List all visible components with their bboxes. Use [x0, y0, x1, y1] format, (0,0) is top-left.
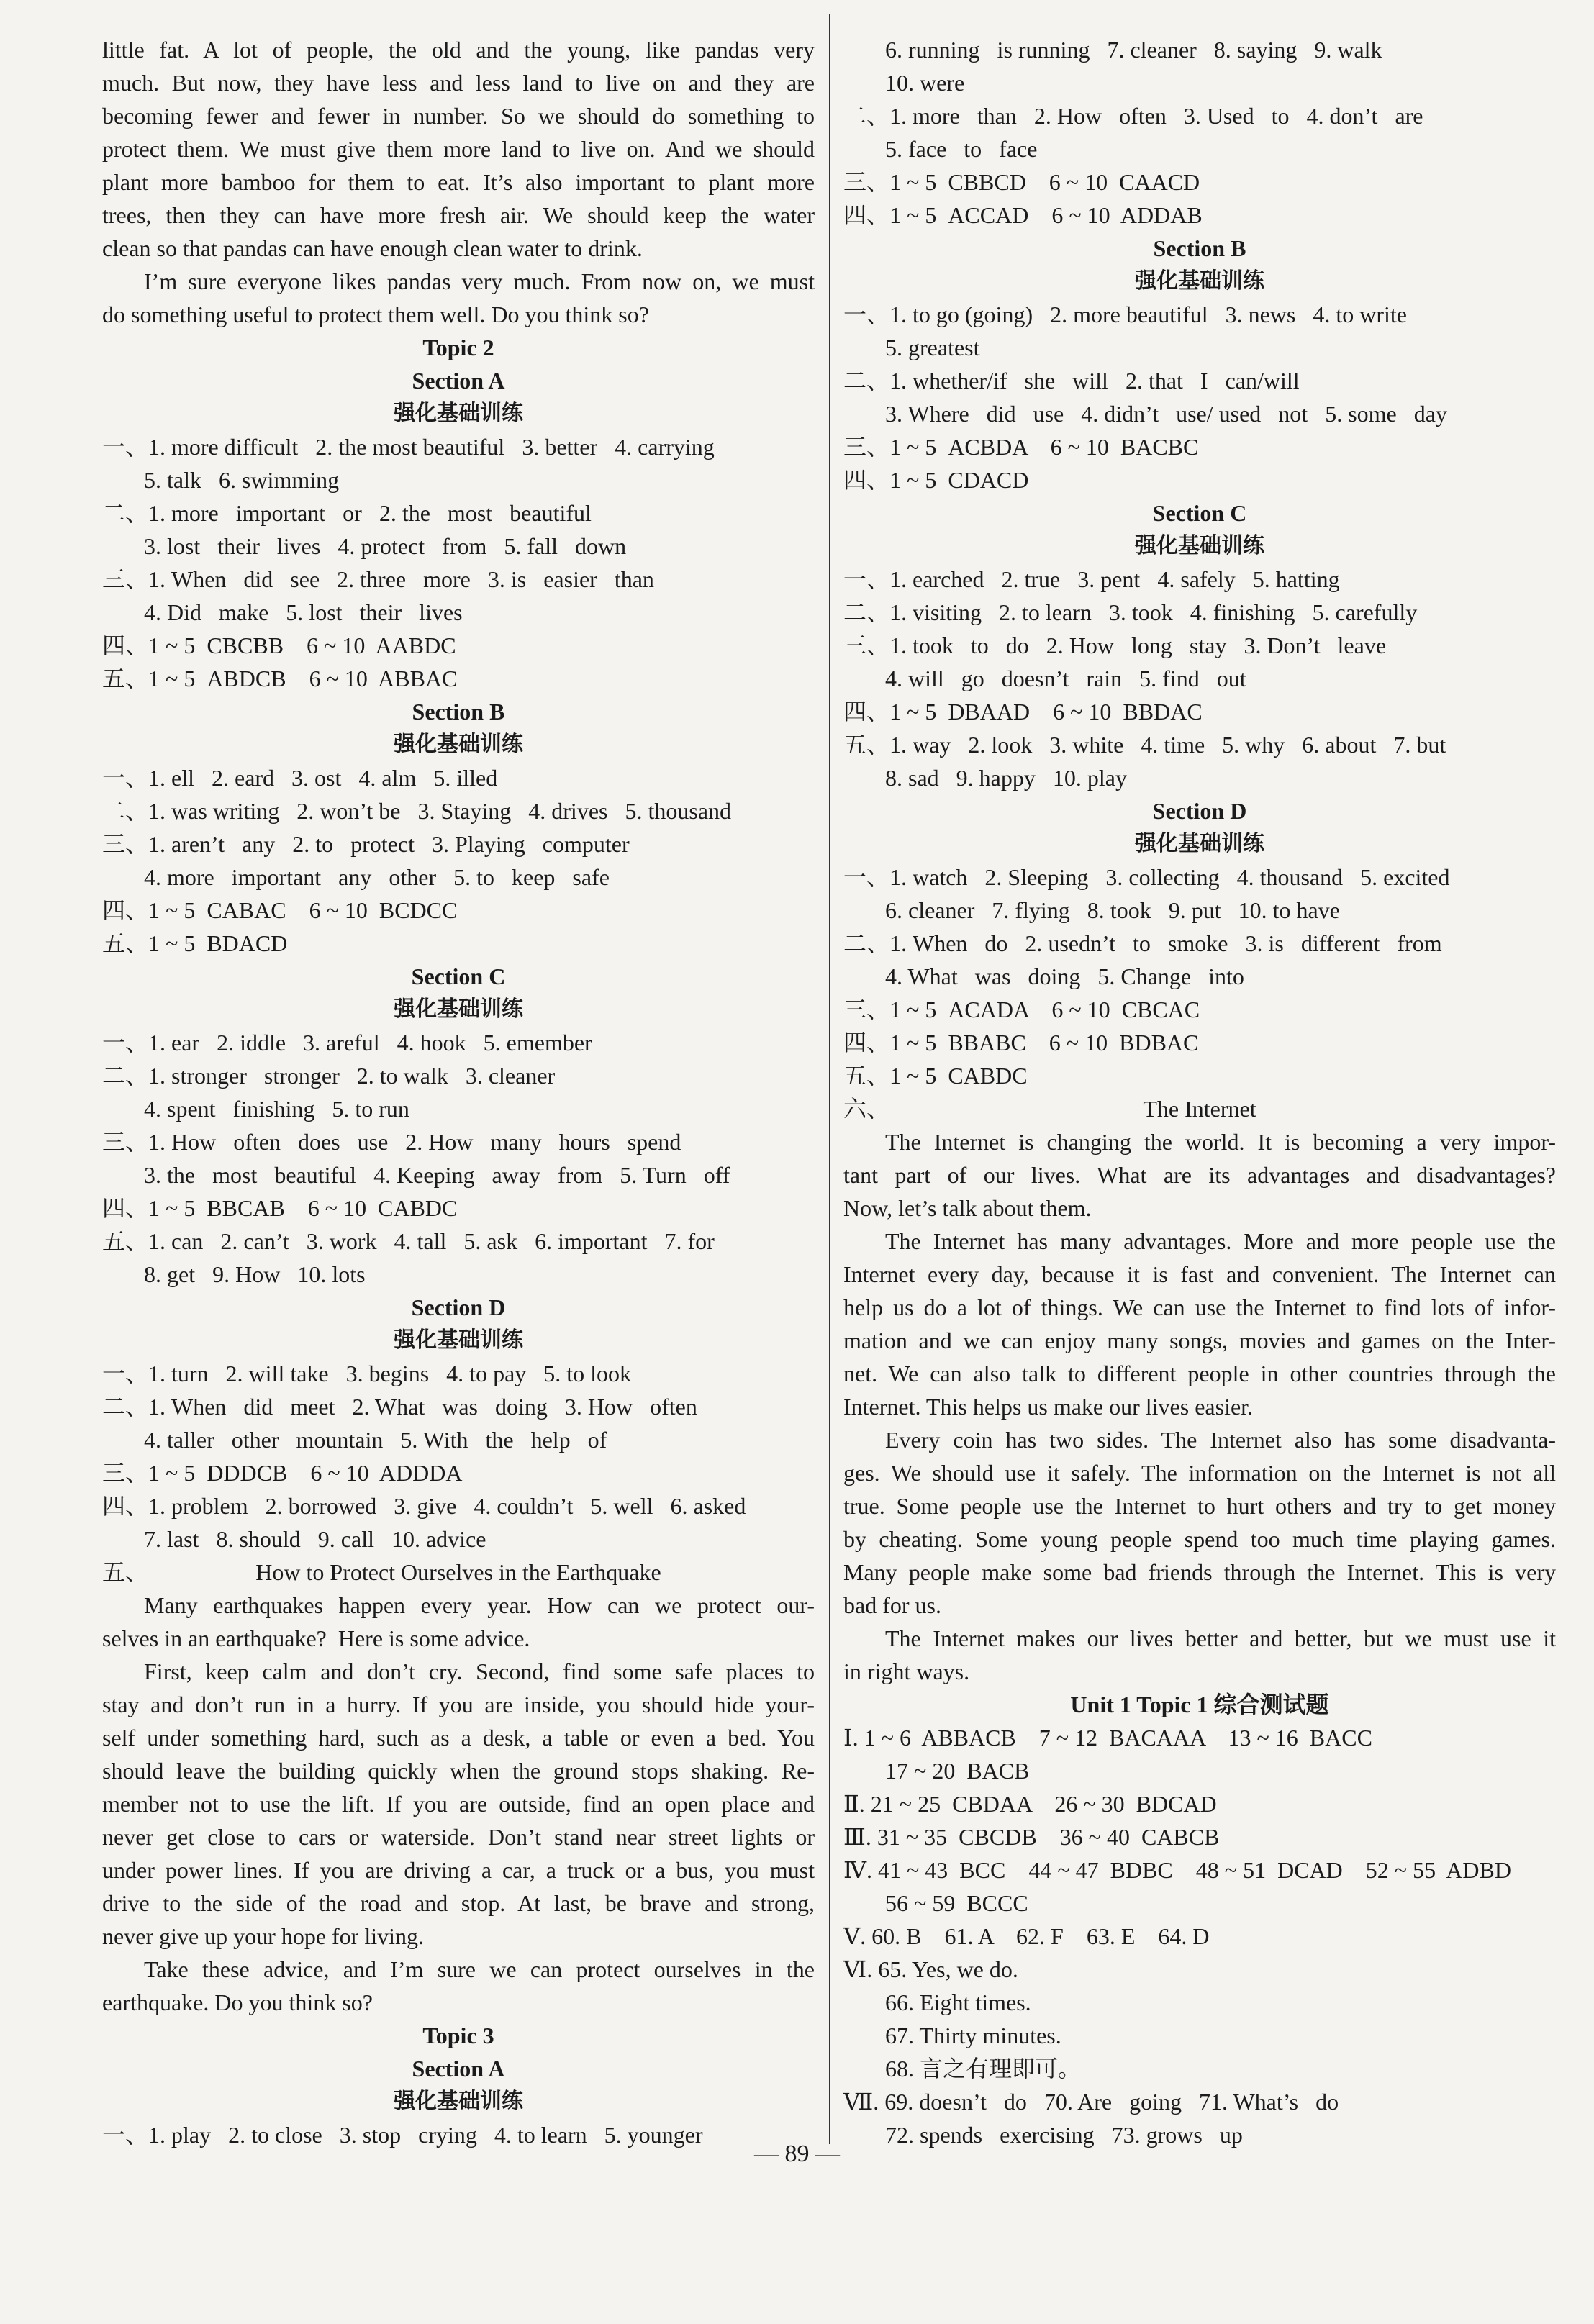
left-line: 四、1. problem 2. borrowed 3. give 4. couldn’t 5. well 6. asked — [102, 1493, 746, 1519]
right-line: by cheating. Some young people spend too much time playing games. — [843, 1526, 1556, 1552]
right-line: Ⅵ. 65. Yes, we do. — [843, 1956, 1018, 1982]
page-number: — 89 — — [754, 2141, 840, 2167]
right-line: Ⅴ. 60. B 61. A 62. F 63. E 64. D — [843, 1923, 1210, 1949]
right-line: 五、1. way 2. look 3. white 4. time 5. why 6. about 7. but — [843, 732, 1446, 758]
left-line: 三、1 ~ 5 DDDCB 6 ~ 10 ADDDA — [102, 1460, 463, 1486]
right-line: 强化基础训练 — [1135, 268, 1264, 294]
right-line: 56 ~ 59 BCCC — [885, 1890, 1028, 1916]
left-line: 8. get 9. How 10. lots — [144, 1261, 366, 1287]
left-column — [102, 33, 815, 2151]
left-line: 二、1. When did meet 2. What was doing 3. How often — [102, 1394, 697, 1420]
left-line: 一、1. more difficult 2. the most beautiful 3. better 4. carrying — [102, 434, 715, 460]
right-line — [843, 1092, 1556, 1125]
right-line: 四、1 ~ 5 ACCAD 6 ~ 10 ADDAB — [843, 202, 1203, 228]
left-line: Section D — [411, 1294, 506, 1320]
left-line: selves in an earthquake? Here is some advice. — [102, 1625, 530, 1651]
left-line: 三、1. How often does use 2. How many hours spend — [102, 1129, 681, 1155]
left-line: 强化基础训练 — [394, 2089, 523, 2114]
right-line: 一、1. earched 2. true 3. pent 4. safely 5. hatting — [843, 566, 1340, 592]
right-line: net. We can also talk to different people in other countries through the — [843, 1361, 1556, 1386]
left-line: 一、1. turn 2. will take 3. begins 4. to pay 5. to look — [102, 1361, 632, 1386]
right-line: 68. 言之有理即可。 — [885, 2056, 1082, 2082]
left-line: 3. lost their lives 4. protect from 5. fall down — [144, 533, 627, 559]
right-line: 三、1 ~ 5 CBBCD 6 ~ 10 CAACD — [843, 169, 1200, 195]
left-line: 五、1 ~ 5 BDACD — [102, 930, 288, 956]
left-line: Take these advice, and I’m sure we can protect ourselves in the — [144, 1956, 815, 1982]
left-line: 一、1. ell 2. eard 3. ost 4. alm 5. illed — [102, 765, 498, 791]
left-line: drive to the side of the road and stop. At last, be brave and strong, — [102, 1890, 815, 1916]
left-line: 4. taller other mountain 5. With the help of — [144, 1427, 607, 1453]
left-line: member not to use the lift. If you are outside, find an open place and — [102, 1791, 815, 1817]
right-line: Internet. This helps us make our lives easier. — [843, 1394, 1254, 1420]
left-line: clean so that pandas can have enough clean water to drink. — [102, 235, 643, 261]
right-line: Ⅶ. 69. doesn’t do 70. Are going 71. What’s do — [843, 2089, 1339, 2115]
right-line: Ⅲ. 31 ~ 35 CBCDB 36 ~ 40 CABCB — [843, 1824, 1220, 1850]
question-number: 五、 — [102, 1559, 149, 1585]
right-line: ges. We should use it safely. The information on the Internet is not all — [843, 1460, 1556, 1486]
right-line: 6. cleaner 7. flying 8. took 9. put 10. to have — [885, 897, 1340, 923]
right-line: 二、1. When do 2. usedn’t to smoke 3. is different from — [843, 930, 1442, 956]
right-line: The Internet has many advantages. More and more people use the — [885, 1228, 1556, 1254]
right-line: Unit 1 Topic 1 综合测试题 — [1070, 1692, 1329, 1717]
right-line: 二、1. visiting 2. to learn 3. took 4. finishing 5. carefully — [843, 599, 1418, 625]
right-line: 四、1 ~ 5 BBABC 6 ~ 10 BDBAC — [843, 1030, 1199, 1056]
right-line: 67. Thirty minutes. — [885, 2023, 1061, 2048]
left-line: 二、1. stronger stronger 2. to walk 3. cleaner — [102, 1063, 556, 1089]
right-line: 三、1 ~ 5 ACBDA 6 ~ 10 BACBC — [843, 434, 1199, 460]
right-line: 10. were — [885, 70, 965, 96]
right-line: Section C — [1152, 500, 1247, 526]
right-line: Every coin has two sides. The Internet also has some disadvanta- — [885, 1427, 1556, 1453]
left-line: much. But now, they have less and less land to live on and they are — [102, 70, 815, 96]
right-line: 一、1. to go (going) 2. more beautiful 3. news 4. to write — [843, 301, 1407, 327]
left-line: 4. spent finishing 5. to run — [144, 1096, 409, 1122]
left-line: 强化基础训练 — [394, 401, 523, 426]
left-line: 三、1. aren’t any 2. to protect 3. Playing computer — [102, 831, 630, 857]
right-line: help us do a lot of things. We can use the Internet to find lots of infor- — [843, 1294, 1556, 1320]
question-number: 六、 — [843, 1096, 890, 1122]
right-line: Section B — [1153, 235, 1246, 261]
right-line: mation and we can enjoy many songs, movies and games on the Inter- — [843, 1327, 1556, 1353]
left-line: earthquake. Do you think so? — [102, 1989, 373, 2015]
left-line: 5. talk 6. swimming — [144, 467, 340, 493]
left-line: 4. more important any other 5. to keep safe — [144, 864, 610, 890]
right-line: 四、1 ~ 5 CDACD — [843, 467, 1029, 493]
right-line: 8. sad 9. happy 10. play — [885, 765, 1127, 791]
essay-title: The Internet — [1143, 1096, 1256, 1122]
left-line: 四、1 ~ 5 CBCBB 6 ~ 10 AABDC — [102, 632, 456, 658]
right-line: Ⅳ. 41 ~ 43 BCC 44 ~ 47 BDBC 48 ~ 51 DCAD 52 ~ 55 ADBD — [843, 1857, 1511, 1883]
left-line: never give up your hope for living. — [102, 1923, 424, 1949]
left-line: 7. last 8. should 9. call 10. advice — [144, 1526, 486, 1552]
right-line: 72. spends exercising 73. grows up — [885, 2122, 1243, 2148]
right-line: Now, let’s talk about them. — [843, 1195, 1092, 1221]
left-line: becoming fewer and fewer in number. So we should do something to — [102, 103, 815, 129]
left-line: under power lines. If you are driving a car, a truck or a bus, you must — [102, 1857, 815, 1883]
right-line: 5. face to face — [885, 136, 1038, 162]
left-line: Section B — [412, 699, 505, 725]
right-line: Section D — [1152, 798, 1247, 824]
right-line: 3. Where did use 4. didn’t use/ used not 5. some day — [885, 401, 1447, 427]
left-line: 五、1 ~ 5 ABDCB 6 ~ 10 ABBAC — [102, 666, 458, 691]
right-line: 四、1 ~ 5 DBAAD 6 ~ 10 BBDAC — [843, 699, 1203, 725]
left-line: 四、1 ~ 5 CABAC 6 ~ 10 BCDCC — [102, 897, 458, 923]
left-line: 一、1. play 2. to close 3. stop crying 4. to learn 5. younger — [102, 2122, 703, 2148]
left-line: I’m sure everyone likes pandas very much. From now on, we must — [144, 268, 815, 294]
left-line: Section A — [412, 368, 505, 394]
left-line: First, keep calm and don’t cry. Second, find some safe places to — [144, 1658, 815, 1684]
right-line: 强化基础训练 — [1135, 533, 1264, 558]
left-line: 4. Did make 5. lost their lives — [144, 599, 463, 625]
right-line: 二、1. more than 2. How often 3. Used to 4. don’t are — [843, 103, 1423, 129]
left-line — [102, 1556, 815, 1589]
right-line: 强化基础训练 — [1135, 831, 1264, 856]
left-line: 一、1. ear 2. iddle 3. areful 4. hook 5. emember — [102, 1030, 592, 1056]
right-column — [843, 33, 1556, 2151]
right-line: in right ways. — [843, 1658, 970, 1684]
right-line: 一、1. watch 2. Sleeping 3. collecting 4. thousand 5. excited — [843, 864, 1450, 890]
right-line: 二、1. whether/if she will 2. that I can/will — [843, 368, 1300, 394]
right-line: true. Some people use the Internet to hurt others and try to get money — [843, 1493, 1556, 1519]
left-line: 强化基础训练 — [394, 1327, 523, 1353]
right-line: 6. running is running 7. cleaner 8. saying 9. walk — [885, 37, 1382, 63]
left-line: trees, then they can have more fresh air. We should keep the water — [102, 202, 815, 228]
left-line: Many earthquakes happen every year. How can we protect our- — [144, 1592, 815, 1618]
left-line: protect them. We must give them more land to live on. And we should — [102, 136, 815, 162]
left-line: Topic 3 — [422, 2023, 494, 2048]
left-line: stay and don’t run in a hurry. If you are inside, you should hide your- — [102, 1692, 815, 1717]
right-line: 五、1 ~ 5 CABDC — [843, 1063, 1028, 1089]
right-line: 4. What was doing 5. Change into — [885, 963, 1244, 989]
left-line: 三、1. When did see 2. three more 3. is easier than — [102, 566, 654, 592]
left-line: 二、1. more important or 2. the most beautiful — [102, 500, 592, 526]
right-line: The Internet is changing the world. It is becoming a very impor- — [885, 1129, 1556, 1155]
right-line: Internet every day, because it is fast and convenient. The Internet can — [843, 1261, 1556, 1287]
right-line: 4. will go doesn’t rain 5. find out — [885, 666, 1246, 691]
left-line: never get close to cars or waterside. Don’t stand near street lights or — [102, 1824, 815, 1850]
right-line: The Internet makes our lives better and better, but we must use it — [885, 1625, 1556, 1651]
left-line: Topic 2 — [422, 335, 494, 360]
right-line: Ⅱ. 21 ~ 25 CBDAA 26 ~ 30 BDCAD — [843, 1791, 1217, 1817]
right-line: bad for us. — [843, 1592, 941, 1618]
right-line: Ⅰ. 1 ~ 6 ABBACB 7 ~ 12 BACAAA 13 ~ 16 BACC — [843, 1725, 1372, 1751]
left-line: plant more bamboo for them to eat. It’s also important to plant more — [102, 169, 815, 195]
right-line: 17 ~ 20 BACB — [885, 1758, 1030, 1784]
left-line: do something useful to protect them well. Do you think so? — [102, 301, 649, 327]
left-line: 二、1. was writing 2. won’t be 3. Staying 4. drives 5. thousand — [102, 798, 732, 824]
right-line: 三、1. took to do 2. How long stay 3. Don’t leave — [843, 632, 1387, 658]
essay-title: How to Protect Ourselves in the Earthquake — [255, 1559, 661, 1585]
column-divider — [829, 14, 830, 2144]
left-line: 3. the most beautiful 4. Keeping away from 5. Turn off — [144, 1162, 730, 1188]
right-line: Many people make some bad friends through the Internet. This is very — [843, 1559, 1556, 1585]
right-line: 66. Eight times. — [885, 1989, 1031, 2015]
right-line: tant part of our lives. What are its advantages and disadvantages? — [843, 1162, 1556, 1188]
right-line: 5. greatest — [885, 335, 980, 360]
left-line: 五、1. can 2. can’t 3. work 4. tall 5. ask 6. important 7. for — [102, 1228, 715, 1254]
right-line: 三、1 ~ 5 ACADA 6 ~ 10 CBCAC — [843, 997, 1200, 1022]
left-line: little fat. A lot of people, the old and the young, like pandas very — [102, 37, 815, 63]
left-line: Section A — [412, 2056, 505, 2082]
left-line: self under something hard, such as a desk, a table or even a bed. You — [102, 1725, 815, 1751]
left-line: Section C — [411, 963, 506, 989]
left-line: 强化基础训练 — [394, 732, 523, 757]
left-line: 强化基础训练 — [394, 997, 523, 1022]
left-line: should leave the building quickly when the ground stops shaking. Re- — [102, 1758, 815, 1784]
left-line: 四、1 ~ 5 BBCAB 6 ~ 10 CABDC — [102, 1195, 458, 1221]
